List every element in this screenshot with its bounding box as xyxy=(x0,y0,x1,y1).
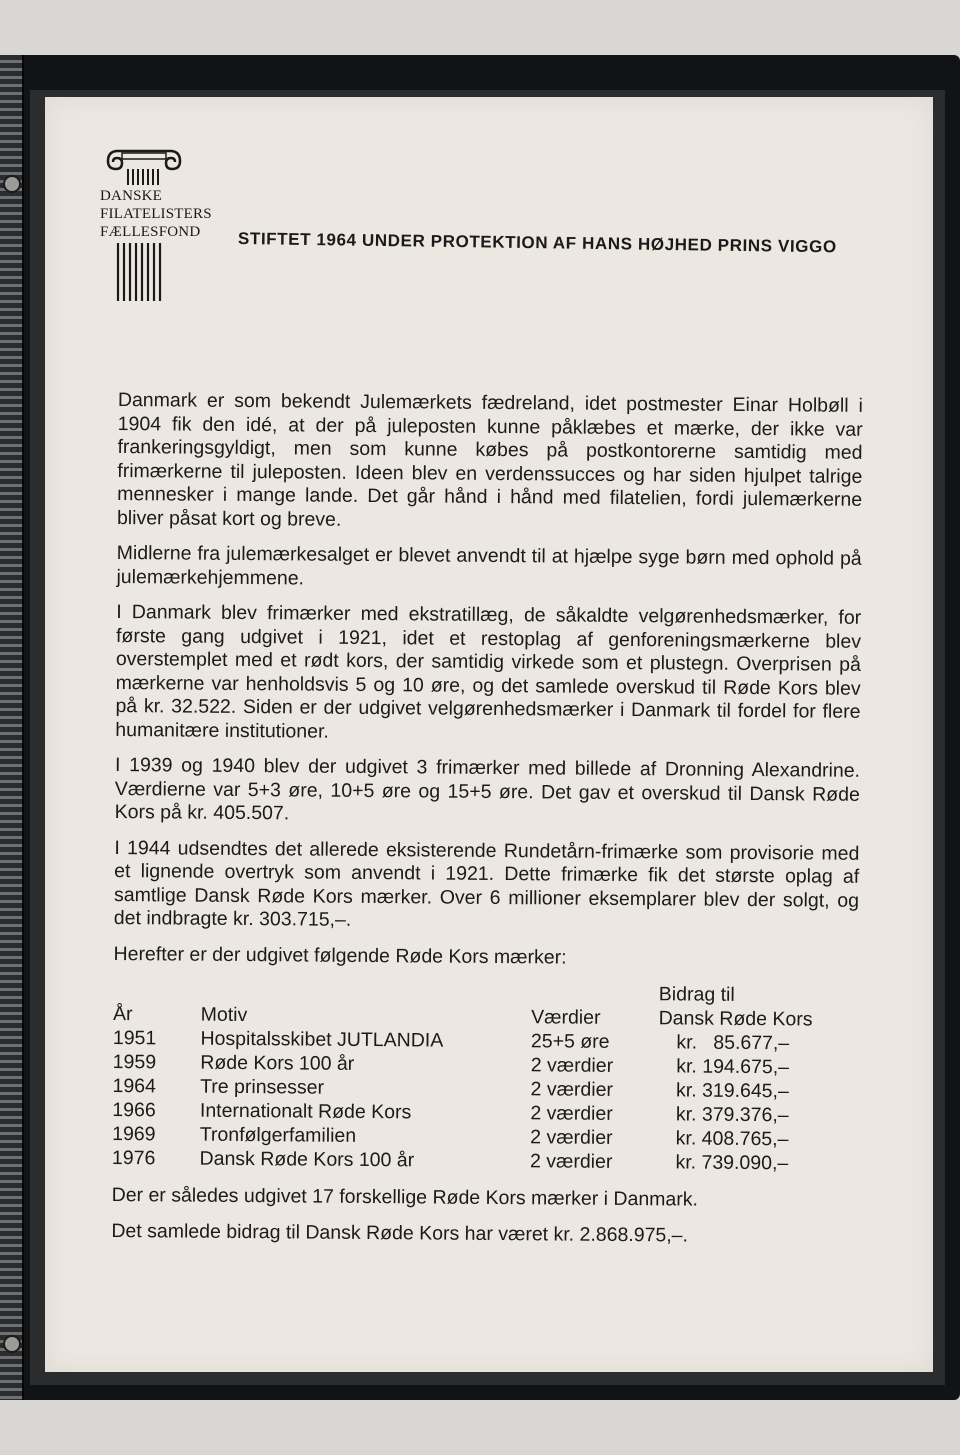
header-contribution-line-2: Dansk Røde Kors xyxy=(658,1007,813,1031)
binder-ring-edge xyxy=(0,55,24,1400)
binder-hole xyxy=(3,1335,21,1353)
row-motif: Internationalt Røde Kors xyxy=(199,1099,412,1124)
logo-line-2: FILATELISTERS xyxy=(100,206,212,222)
row-contribution: kr. 319.645,– xyxy=(676,1079,789,1103)
header-year: År xyxy=(113,1002,133,1026)
fund-name xyxy=(100,187,212,241)
row-motif: Røde Kors 100 år xyxy=(200,1051,355,1075)
binder-hole xyxy=(3,175,21,193)
row-motif: Tronfølgerfamilien xyxy=(199,1123,357,1147)
red-cross-stamps-table xyxy=(112,978,858,1176)
table-intro: Herefter er der udgivet følgende Røde Kors mærker: xyxy=(113,942,567,969)
paragraph: I Danmark blev frimærker med ekstratillæg, de såkaldte velgørenhedsmærker, for første gang udgivet i 1921, idet et restoplag af genforeningsmærkerne blev overstemplet med et rødt kors, der samtidig virkede som et plustegn. Overprisen på mærkerne var henholdsvis 5 og 10 øre, og det samlede overskud til Røde Kors blev på kr. 32.522. Siden er der udgivet velgørenhedsmærker i Danmark til fordel for flere humanitære institutioner. xyxy=(115,600,862,743)
row-values: 2 værdier xyxy=(530,1126,613,1149)
paragraph: Midlerne fra julemærkesalget er blevet anvendt til at hjælpe syge børn med ophold på julemærkehjemmene. xyxy=(116,541,862,589)
header-contribution-line-1: Bidrag til xyxy=(658,983,735,1006)
row-motif: Dansk Røde Kors 100 år xyxy=(199,1147,415,1172)
table-row xyxy=(112,1146,857,1176)
summary-count: Der er således udgivet 17 forskellige Røde Kors mærker i Danmark. xyxy=(111,1183,699,1211)
row-values: 2 værdier xyxy=(530,1054,614,1077)
row-year: 1964 xyxy=(112,1074,157,1098)
header-values: Værdier xyxy=(531,1006,601,1029)
column-shaft-icon xyxy=(114,243,168,303)
row-contribution: kr. 408.765,– xyxy=(675,1127,789,1151)
body-text xyxy=(111,389,863,1261)
row-contribution: kr. 85.677,– xyxy=(676,1031,790,1055)
row-motif: Tre prinsesser xyxy=(200,1075,325,1099)
row-year: 1951 xyxy=(112,1026,157,1050)
logo-line-3: FÆLLESFOND xyxy=(100,224,201,240)
paragraph: I 1939 og 1940 blev der udgivet 3 frimærker med billede af Dronning Alexandrine. Værdierne var 5+3 øre, 10+5 øre og 15+5 øre. Det gav et overskud til Dansk Røde Kors på kr. 405.507. xyxy=(114,753,861,825)
row-values: 2 værdier xyxy=(530,1102,613,1125)
header-motif: Motiv xyxy=(200,1003,248,1027)
header-contribution xyxy=(659,982,859,1032)
row-values: 2 værdier xyxy=(529,1150,613,1173)
summary-total: Det samlede bidrag til Dansk Røde Kors har været kr. 2.868.975,–. xyxy=(111,1219,689,1247)
row-contribution: kr. 194.675,– xyxy=(676,1055,790,1079)
row-values: 2 værdier xyxy=(530,1078,614,1101)
logo-line-1: DANSKE xyxy=(100,188,163,204)
paragraph: Danmark er som bekendt Julemærkets fædreland, idet postmester Einar Holbøll i 1904 fik den idé, at der på juleposten kunne påklæbes et mærke, der ikke var frankeringsgyldigt, men som kunne købes på postkontorerne samtidig med frimærkerne til juleposten. Ideen blev en verdenssucces og har siden hjulpet talrige mennesker i mange lande. Det går hånd i hånd med filatelien, fordi julemærkerne bliver påsat kort og breve. xyxy=(116,389,863,531)
document-page xyxy=(45,97,933,1372)
ionic-capital-icon xyxy=(104,145,184,187)
table-header-row xyxy=(113,978,858,1032)
row-year: 1976 xyxy=(111,1146,156,1170)
row-motif: Hospitalsskibet JUTLANDIA xyxy=(200,1027,444,1052)
row-year: 1969 xyxy=(112,1122,156,1146)
foundation-tagline: STIFTET 1964 UNDER PROTEKTION AF HANS HØJHED PRINS VIGGO xyxy=(237,229,837,257)
fund-logo xyxy=(100,145,230,305)
row-contribution: kr. 739.090,– xyxy=(675,1151,789,1175)
row-values: 25+5 øre xyxy=(530,1030,610,1053)
row-year: 1959 xyxy=(112,1050,157,1074)
paragraph: I 1944 udsendtes det allerede eksisterende Rundetårn-frimærke som provisorie med et lignende overtryk som anvendt i 1921. Dette frimærke fik det største oplag af samtlige Dansk Røde Kors mærker. Over 6 millioner eksemplarer blev der solgt, og det indbragte kr. 303.715,–. xyxy=(113,836,860,931)
row-contribution: kr. 379.376,– xyxy=(675,1103,789,1127)
row-year: 1966 xyxy=(112,1098,156,1122)
